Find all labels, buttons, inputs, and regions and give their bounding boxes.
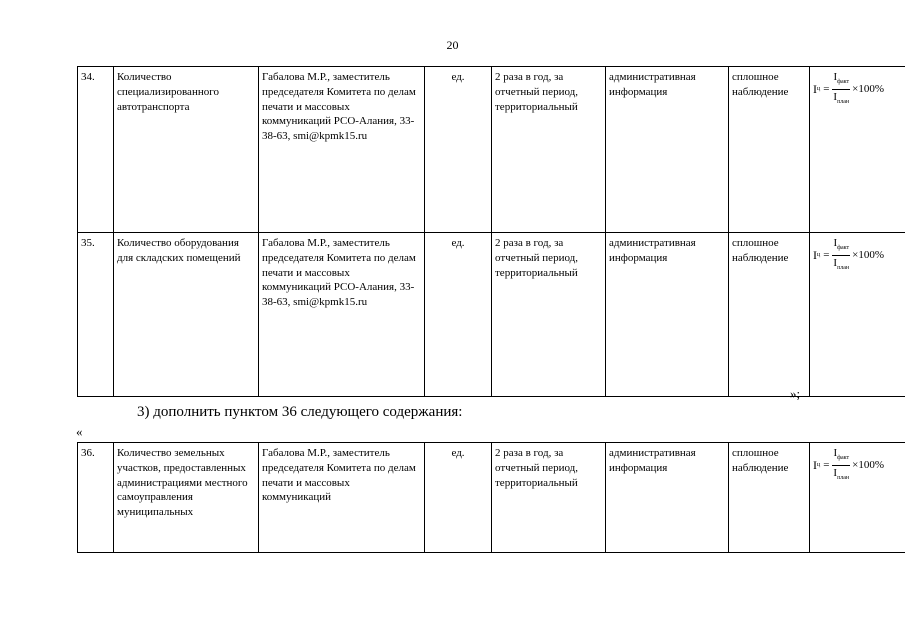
- formula-lhs-sub: ц: [817, 252, 821, 259]
- unit-of-measure: ед.: [425, 233, 492, 397]
- formula-denominator-sub: план: [837, 99, 850, 106]
- data-source: административная информация: [606, 443, 729, 553]
- observation-method: сплошное наблюдение: [729, 443, 810, 553]
- formula-denominator: I: [833, 257, 838, 270]
- formula-lhs: I: [813, 82, 817, 97]
- periodicity: 2 раза в год, за отчетный период, территориальный: [492, 67, 606, 233]
- table-row: [78, 233, 905, 397]
- unit-of-measure: ед.: [425, 443, 492, 553]
- indicator-name: Количество оборудования для складских помещений: [114, 233, 259, 397]
- formula-multiplier: ×100%: [852, 459, 884, 472]
- row-number: 36.: [78, 443, 114, 553]
- formula: [813, 447, 905, 484]
- indicator-name: Количество земельных участков, предоставленных администрациями местного самоуправления муниципальных: [114, 443, 259, 553]
- formula-lhs-sub: ц: [817, 86, 821, 93]
- formula-fraction: [832, 447, 850, 484]
- observation-method: сплошное наблюдение: [729, 233, 810, 397]
- formula-denominator-sub: план: [837, 265, 850, 272]
- formula-fraction: [832, 237, 850, 274]
- formula-denominator: I: [833, 91, 838, 104]
- periodicity: 2 раза в год, за отчетный период, территориальный: [492, 233, 606, 397]
- table-row: [78, 443, 905, 553]
- formula-fraction: [832, 71, 850, 108]
- equals-sign: =: [823, 83, 830, 96]
- formula-numerator-sub: факт: [837, 245, 850, 252]
- formula-numerator-sub: факт: [837, 79, 850, 86]
- formula-denominator: I: [833, 467, 838, 480]
- equals-sign: =: [823, 249, 830, 262]
- responsible-person: Габалова М.Р., заместитель председателя Комитета по делам печати и массовых коммуникаций РСО-Алания, 33-38-63, smi@kpmk15.ru: [259, 67, 425, 233]
- formula-denominator-sub: план: [837, 475, 850, 482]
- calculation-formula: [810, 443, 905, 553]
- data-source: административная информация: [606, 233, 729, 397]
- formula-lhs: I: [813, 248, 817, 263]
- formula-numerator-sub: факт: [837, 455, 850, 462]
- page-number: 20: [446, 38, 459, 52]
- responsible-person: Габалова М.Р., заместитель председателя Комитета по делам печати и массовых коммуникаций РСО-Алания, 33-38-63, smi@kpmk15.ru: [259, 233, 425, 397]
- formula-numerator: I: [833, 237, 838, 249]
- formula: [813, 237, 905, 274]
- data-source: административная информация: [606, 67, 729, 233]
- calculation-formula: [810, 67, 905, 233]
- formula-numerator: I: [833, 71, 838, 83]
- closing-quote: »;: [790, 386, 801, 401]
- indicators-table-top: [77, 66, 905, 397]
- formula: [813, 71, 905, 108]
- periodicity: 2 раза в год, за отчетный период, территориальный: [492, 443, 606, 553]
- observation-method: сплошное наблюдение: [729, 67, 810, 233]
- row-number: 34.: [78, 67, 114, 233]
- formula-numerator: I: [833, 447, 838, 459]
- formula-lhs: I: [813, 458, 817, 473]
- opening-quote: «: [76, 424, 83, 439]
- formula-multiplier: ×100%: [852, 249, 884, 262]
- table-row: [78, 67, 905, 233]
- indicators-table-bottom: [77, 442, 905, 553]
- indicator-name: Количество специализированного автотранспорта: [114, 67, 259, 233]
- formula-lhs-sub: ц: [817, 462, 821, 469]
- responsible-person: Габалова М.Р., заместитель председателя Комитета по делам печати и массовых коммуникаций: [259, 443, 425, 553]
- calculation-formula: [810, 233, 905, 397]
- amendment-text: 3) дополнить пунктом 36 следующего содержания:: [137, 404, 463, 420]
- row-number: 35.: [78, 233, 114, 397]
- equals-sign: =: [823, 459, 830, 472]
- unit-of-measure: ед.: [425, 67, 492, 233]
- formula-multiplier: ×100%: [852, 83, 884, 96]
